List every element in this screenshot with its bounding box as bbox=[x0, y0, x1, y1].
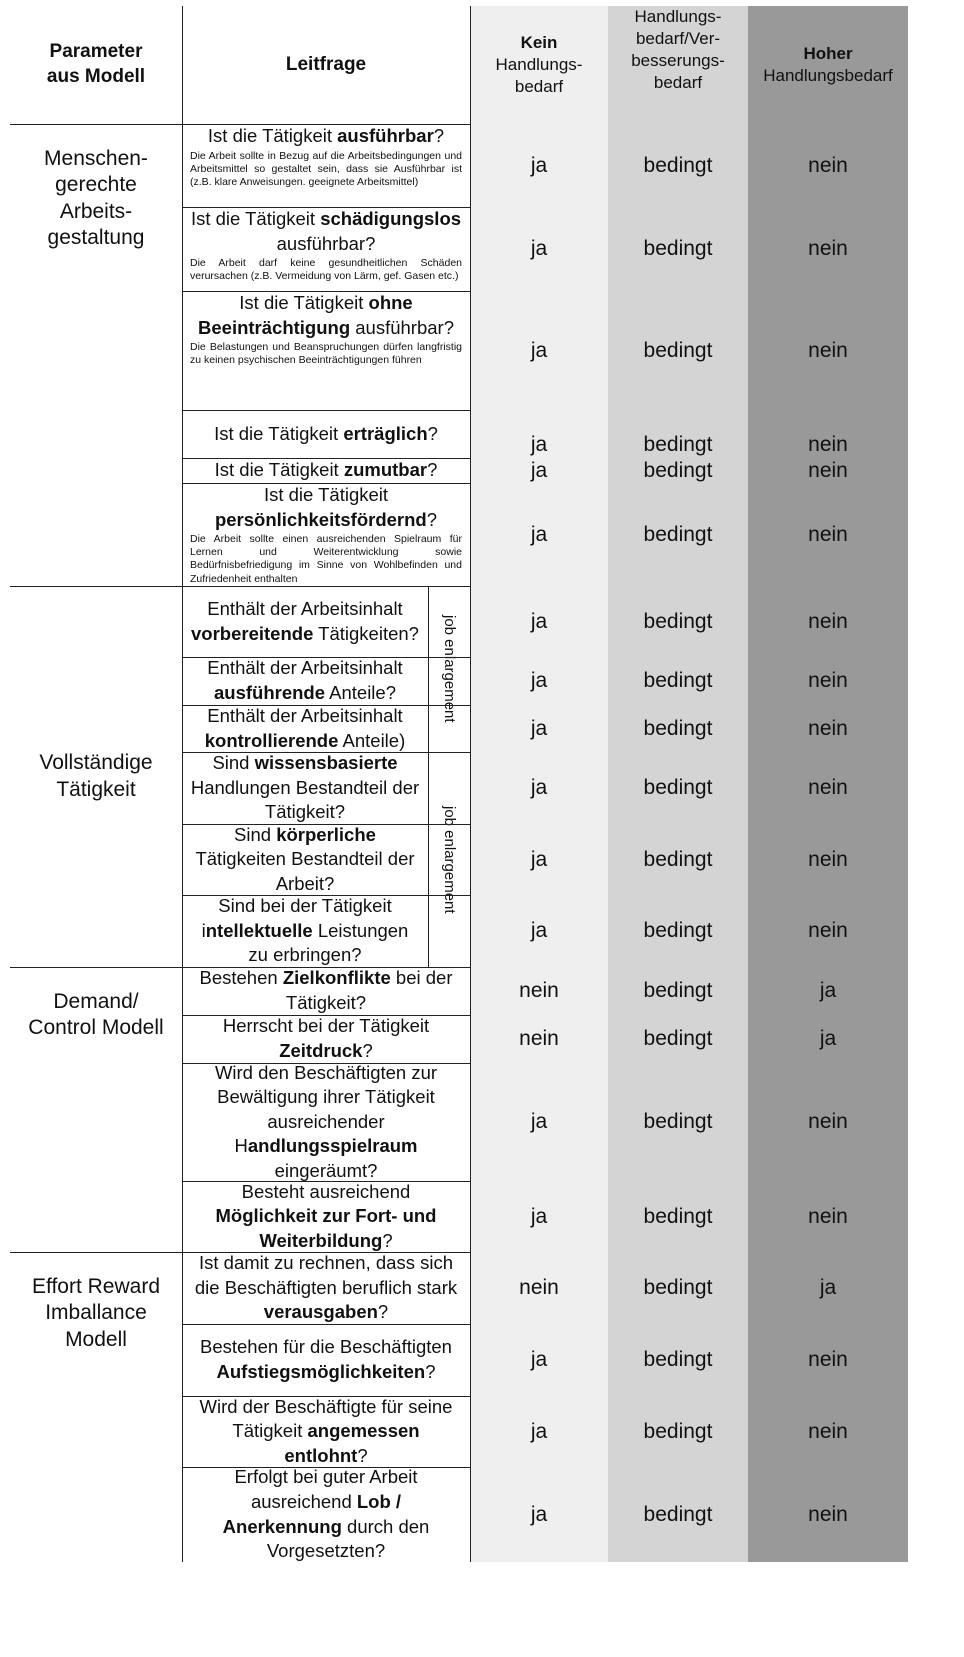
question-keyword: persönlichkeitsfördernd bbox=[214, 508, 427, 530]
question-keyword: erträglich bbox=[343, 422, 428, 444]
group-label bbox=[10, 1252, 182, 1562]
answer-hoch: nein bbox=[808, 433, 848, 456]
leitfrage-cell bbox=[182, 586, 428, 657]
question-text bbox=[190, 1467, 462, 1562]
answer-hoch: nein bbox=[808, 1110, 848, 1133]
question-detail: Die Arbeit sollte einen ausreichenden Spielraum für Lernen und Weiterentwicklung sowie Bedürfnisbefriedigung im Sinne von Wohlbefinden und Zufriedenheit enthalten bbox=[190, 533, 462, 585]
group-label-line: Control Modell bbox=[28, 1016, 164, 1040]
answer-mittel: bedingt bbox=[643, 776, 713, 799]
question-keyword: zumutbar bbox=[343, 459, 428, 481]
answer-kein: ja bbox=[530, 716, 548, 740]
question-text bbox=[190, 1252, 462, 1324]
answer-hoch: nein bbox=[808, 1502, 848, 1526]
leitfrage-cell bbox=[182, 967, 470, 1015]
leitfrage-cell bbox=[182, 1252, 470, 1324]
leitfrage-cell bbox=[182, 1015, 470, 1063]
text-line: besserungs- bbox=[631, 51, 725, 71]
group-label-line: Imballance bbox=[45, 1301, 147, 1325]
answer-hoch: nein bbox=[808, 1348, 848, 1371]
question-part: Ist die Tätigkeit bbox=[239, 292, 369, 313]
answer-kein: ja bbox=[530, 919, 548, 942]
leitfrage-cell bbox=[182, 124, 470, 207]
column-divider bbox=[470, 6, 471, 1562]
leitfrage-cell bbox=[182, 705, 428, 752]
question-part: ausführbar? bbox=[350, 316, 454, 338]
answer-mittel: bedingt bbox=[643, 1204, 713, 1228]
answer-hoch: nein bbox=[808, 1204, 848, 1228]
leitfrage-cell bbox=[182, 895, 428, 967]
group-label bbox=[10, 967, 182, 1252]
question-part: Anteile) bbox=[338, 729, 406, 751]
answer-mittel: bedingt bbox=[643, 716, 713, 740]
text-line: Handlungs- bbox=[634, 7, 722, 26]
header-hoher-handlungsbedarf bbox=[748, 6, 908, 124]
question-text bbox=[190, 207, 462, 256]
question-part: Handlungen Bestandteil der Tätigkeit? bbox=[190, 776, 420, 823]
group-label-line: gestaltung bbox=[47, 225, 145, 249]
question-part: Wird der Beschäftigte für seine Tätigkeit bbox=[199, 1396, 453, 1442]
row-divider bbox=[182, 1181, 470, 1182]
question-part: Ist die Tätigkeit bbox=[207, 125, 338, 146]
question-text bbox=[208, 124, 444, 149]
answer-kein: ja bbox=[530, 1348, 548, 1371]
leitfrage-cell bbox=[182, 1467, 470, 1562]
question-keyword: ausführende bbox=[213, 682, 326, 703]
answer-hoch: nein bbox=[808, 522, 848, 546]
row-divider bbox=[182, 752, 470, 753]
leitfrage-cell bbox=[182, 824, 428, 895]
question-text bbox=[215, 458, 438, 483]
question-part: Sind bbox=[234, 824, 277, 845]
question-keyword: ausführbar bbox=[337, 125, 434, 146]
question-part: Tätigkeiten Bestandteil der Arbeit? bbox=[195, 848, 415, 894]
question-part: ? bbox=[357, 1444, 368, 1466]
group-divider bbox=[10, 1252, 470, 1253]
row-divider bbox=[182, 895, 470, 896]
header-text: aus Modell bbox=[46, 66, 146, 87]
answer-hoch: nein bbox=[808, 716, 848, 740]
group-label-line: Effort Reward bbox=[32, 1275, 160, 1298]
answer-kein: nein bbox=[519, 979, 559, 1002]
question-text bbox=[190, 967, 462, 1015]
row-divider bbox=[182, 657, 470, 658]
question-text bbox=[190, 483, 462, 532]
answer-mittel: bedingt bbox=[643, 1348, 713, 1371]
question-part: Enthält der Arbeitsinhalt bbox=[207, 705, 403, 726]
leitfrage-cell bbox=[182, 291, 470, 410]
question-part: ? bbox=[377, 1301, 389, 1323]
group-label bbox=[10, 586, 182, 967]
group-divider bbox=[10, 124, 470, 125]
answer-mittel: bedingt bbox=[643, 338, 713, 362]
answer-kein: ja bbox=[530, 1419, 548, 1443]
question-keyword: körperliche bbox=[276, 824, 376, 845]
question-part: ? bbox=[433, 125, 445, 146]
question-text bbox=[190, 1063, 462, 1181]
answer-mittel: bedingt bbox=[643, 458, 713, 482]
column-divider bbox=[182, 6, 183, 1562]
question-text bbox=[190, 1015, 462, 1063]
group-label-line: Arbeits- bbox=[59, 199, 133, 223]
answer-hoch: nein bbox=[808, 1419, 848, 1443]
question-keyword: kontrollierende bbox=[204, 729, 339, 751]
answer-kein: ja bbox=[530, 458, 548, 482]
answer-kein: nein bbox=[519, 1027, 559, 1050]
question-keyword: schädigungslos bbox=[320, 208, 462, 229]
side-label-text: job enlargement bbox=[441, 805, 458, 914]
answer-kein: ja bbox=[530, 153, 548, 177]
header-parameter bbox=[10, 6, 182, 124]
question-part: Sind bei der Tätigkeit i bbox=[201, 895, 392, 941]
row-divider bbox=[182, 824, 470, 825]
answer-hoch: nein bbox=[808, 237, 848, 260]
question-part: eingeräumt? bbox=[274, 1159, 378, 1181]
question-keyword: Zeitdruck bbox=[279, 1040, 363, 1061]
answer-mittel: bedingt bbox=[643, 919, 713, 942]
question-keyword: wissensbasierte bbox=[254, 752, 398, 774]
question-part: Ist die Tätigkeit bbox=[214, 459, 344, 481]
question-part: Wird den Beschäftigten zur Bewältigung ihrer Tätigkeit ausreichender H bbox=[214, 1063, 438, 1157]
question-part: ausführbar? bbox=[276, 232, 376, 254]
question-text bbox=[214, 422, 438, 447]
group-label bbox=[10, 124, 182, 586]
answer-hoch: nein bbox=[808, 919, 848, 942]
text-line: bedarf/Ver- bbox=[635, 29, 721, 49]
text-line: Handlungsbedarf bbox=[763, 66, 893, 85]
answer-mittel: bedingt bbox=[643, 1110, 713, 1133]
row-divider bbox=[182, 291, 470, 292]
answer-kein: ja bbox=[530, 1502, 548, 1526]
row-divider bbox=[182, 1015, 470, 1016]
answer-kein: nein bbox=[519, 1276, 559, 1299]
answer-kein: ja bbox=[530, 776, 548, 799]
answer-kein: ja bbox=[530, 237, 548, 260]
side-label-text: job enlargement bbox=[441, 615, 458, 723]
question-text bbox=[190, 657, 420, 705]
row-divider bbox=[182, 1396, 470, 1397]
question-keyword: andlungsspielraum bbox=[247, 1135, 418, 1157]
row-divider bbox=[182, 1324, 470, 1325]
answer-hoch: nein bbox=[808, 609, 848, 633]
question-part: Ist damit zu rechnen, dass sich die Beschäftigten beruflich stark bbox=[194, 1252, 458, 1298]
group-label-line: gerechte bbox=[55, 173, 137, 197]
question-part: Sind bbox=[212, 752, 255, 774]
text-line: Handlungs- bbox=[495, 54, 583, 74]
answer-mittel: bedingt bbox=[643, 1502, 713, 1526]
question-part: Tätigkeiten? bbox=[313, 622, 419, 644]
group-label-line: Menschen- bbox=[44, 147, 148, 170]
question-part: Leistungen zu erbringen? bbox=[248, 919, 409, 966]
question-text bbox=[190, 752, 420, 824]
leitfrage-cell bbox=[182, 410, 470, 458]
leitfrage-cell bbox=[182, 1324, 470, 1396]
header-text: Parameter bbox=[49, 41, 143, 63]
answer-mittel: bedingt bbox=[643, 1027, 713, 1050]
answer-kein: ja bbox=[530, 669, 548, 692]
question-part: ? bbox=[427, 459, 438, 481]
question-keyword: ntellektuelle bbox=[205, 919, 313, 941]
question-text bbox=[190, 1181, 462, 1252]
answer-hoch: nein bbox=[808, 847, 848, 871]
answer-kein: ja bbox=[530, 1204, 548, 1228]
question-keyword: Zielkonflikte bbox=[282, 967, 391, 989]
header-text: Kein bbox=[520, 32, 558, 52]
answer-kein: ja bbox=[530, 522, 548, 546]
leitfrage-cell bbox=[182, 458, 470, 483]
leitfrage-cell bbox=[182, 1396, 470, 1467]
question-part: Ist die Tätigkeit bbox=[190, 208, 321, 229]
answer-hoch: ja bbox=[819, 1276, 837, 1299]
question-part: bei der Tätigkeit? bbox=[285, 967, 453, 1013]
answer-mittel: bedingt bbox=[643, 609, 713, 633]
answer-mittel: bedingt bbox=[643, 1419, 713, 1443]
question-part: ? bbox=[362, 1040, 373, 1061]
header-kein-handlungsbedarf bbox=[470, 6, 608, 124]
header-text: Leitfrage bbox=[285, 53, 367, 75]
text-line: bedarf bbox=[653, 73, 703, 93]
question-part: ? bbox=[382, 1229, 393, 1251]
question-part: Herrscht bei der Tätigkeit bbox=[222, 1015, 430, 1037]
header-leitfrage bbox=[182, 6, 470, 124]
question-keyword: ohne Beeinträchtigung bbox=[198, 292, 413, 338]
leitfrage-cell bbox=[182, 1063, 470, 1181]
answer-kein: ja bbox=[530, 338, 548, 362]
header-text: Hoher bbox=[803, 43, 853, 63]
question-detail: Die Arbeit sollte in Bezug auf die Arbeitsbedingungen und Arbeitsmittel so gestaltet sein, dass sie Ausführbar ist (z.B. klare Anweisungen. geeignete Arbeitsmittel) bbox=[190, 149, 462, 188]
question-text bbox=[190, 1396, 462, 1467]
row-divider bbox=[182, 1467, 470, 1468]
group-label-line: Vollständige bbox=[39, 751, 153, 775]
leitfrage-cell bbox=[182, 657, 428, 705]
leitfrage-cell bbox=[182, 752, 428, 824]
side-label-job-enlargement bbox=[428, 586, 470, 752]
question-keyword: Lob / Anerkennung bbox=[222, 1490, 402, 1537]
question-part: Enthält der Arbeitsinhalt bbox=[207, 657, 403, 679]
answer-mittel: bedingt bbox=[643, 153, 713, 177]
answer-mittel: bedingt bbox=[643, 237, 713, 260]
question-text bbox=[190, 1335, 462, 1384]
answer-hoch: ja bbox=[819, 979, 837, 1002]
question-part: Erfolgt bei guter Arbeit ausreichend bbox=[234, 1467, 418, 1512]
answer-mittel: bedingt bbox=[643, 979, 713, 1002]
row-divider bbox=[182, 483, 470, 484]
answer-hoch: nein bbox=[808, 338, 848, 362]
question-part: Ist die Tätigkeit bbox=[214, 422, 344, 444]
question-part: Bestehen für die Beschäftigten bbox=[200, 1336, 452, 1358]
leitfrage-cell bbox=[182, 483, 470, 586]
row-divider bbox=[182, 1063, 470, 1064]
question-detail: Die Arbeit darf keine gesundheitlichen Schäden verursachen (z.B. Vermeidung von Lärm, gef. Gasen etc.) bbox=[190, 257, 462, 283]
row-divider bbox=[182, 207, 470, 208]
question-keyword: verausgaben bbox=[263, 1301, 378, 1323]
question-keyword: Aufstiegsmöglichkeiten bbox=[216, 1361, 426, 1382]
group-divider bbox=[10, 967, 470, 968]
question-text bbox=[190, 705, 420, 752]
answer-mittel: bedingt bbox=[643, 433, 713, 456]
leitfrage-cell bbox=[182, 1181, 470, 1252]
question-text bbox=[190, 291, 462, 340]
answer-kein: ja bbox=[530, 609, 548, 633]
row-divider bbox=[182, 705, 470, 706]
row-divider bbox=[182, 410, 470, 411]
question-part: ? bbox=[425, 1361, 436, 1382]
group-label-line: Tätigkeit bbox=[56, 777, 136, 801]
answer-hoch: nein bbox=[808, 669, 848, 692]
question-detail: Die Belastungen und Beanspruchungen dürfen langfristig zu keinen psychischen Beeinträchtigungen führen bbox=[190, 341, 462, 367]
text-line: bedarf bbox=[514, 77, 564, 97]
question-part: Besteht ausreichend bbox=[241, 1181, 411, 1202]
side-label-job-enlargement bbox=[428, 752, 470, 967]
answer-hoch: nein bbox=[808, 458, 848, 482]
question-text bbox=[190, 824, 420, 895]
header-verbesserungsbedarf bbox=[608, 6, 748, 124]
question-text bbox=[190, 895, 420, 967]
row-divider bbox=[182, 458, 470, 459]
answer-mittel: bedingt bbox=[643, 522, 713, 546]
question-keyword: angemessen entlohnt bbox=[284, 1420, 420, 1466]
answer-kein: ja bbox=[530, 847, 548, 871]
question-part: Enthält der Arbeitsinhalt bbox=[207, 597, 403, 619]
question-part: Anteile? bbox=[325, 682, 396, 703]
question-keyword: vorbereitende bbox=[191, 622, 314, 644]
answer-hoch: ja bbox=[819, 1027, 837, 1050]
answer-mittel: bedingt bbox=[643, 669, 713, 692]
question-part: ? bbox=[426, 508, 438, 530]
question-part: Bestehen bbox=[199, 967, 283, 989]
leitfrage-cell bbox=[182, 207, 470, 291]
question-part: ? bbox=[427, 422, 438, 444]
question-part: Ist die Tätigkeit bbox=[263, 484, 389, 505]
answer-kein: ja bbox=[530, 1110, 548, 1133]
answer-mittel: bedingt bbox=[643, 847, 713, 871]
question-text bbox=[190, 597, 420, 646]
group-divider bbox=[10, 586, 470, 587]
answer-hoch: nein bbox=[808, 153, 848, 177]
question-keyword: Möglichkeit zur Fort- und Weiterbildung bbox=[215, 1205, 437, 1251]
group-label-line: Demand/ bbox=[53, 990, 139, 1013]
answer-kein: ja bbox=[530, 433, 548, 456]
question-part: durch den Vorgesetzten? bbox=[266, 1515, 430, 1562]
answer-mittel: bedingt bbox=[643, 1276, 713, 1299]
answer-hoch: nein bbox=[808, 776, 848, 799]
group-label-line: Modell bbox=[65, 1327, 127, 1351]
